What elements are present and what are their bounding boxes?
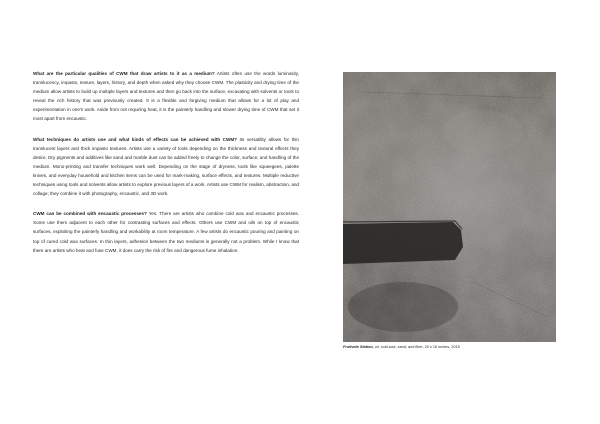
- question-heading: What are the particular qualities of CWM that draw artists to it as a medium?: [33, 71, 215, 76]
- qa-section-qualities: [33, 69, 299, 124]
- dark-band-shape: [343, 222, 463, 264]
- question-heading: CWM can be combined with encaustic processes?: [33, 211, 147, 217]
- answer-text: Yes. There are artists who combine cold wax and encaustic processes. Some use them adjacent to each other for contrasting surfaces and effects. Others use CWM and oils on top of encaustic surfaces, exploiting the painterly handling and workability at room temperature. A few artists do encaustic pouring and painting on top of cured cold wax surfaces. In thin layers, adhesion between the two mediums is generally not a problem. While I know that there are artists who heat and fuse CWM, it does carry the risk of fire and dangerous fume inhalation.: [33, 211, 299, 253]
- artwork-title: Fruitvale Station,: [343, 345, 374, 349]
- qa-section-techniques: [33, 135, 299, 199]
- qa-section-encaustic: [33, 209, 299, 254]
- artwork-details: oil, cold wax, sand, and fiber, 20 x 16 inches, 2015: [374, 345, 460, 349]
- artwork-texture: [343, 72, 556, 342]
- artwork-image: [343, 72, 556, 342]
- answer-text: Its versatility allows for thin translucent layers and thick impasto textures. Artists use a variety of tools depending on the thickness and textural effects they desire. Dry pigments and additives like sand and marble dust can be added freely to change the color, surface, and handling of the medium. Mono-printing and transfer techniques work well. Depending on the stage of dryness, tools like squeegees, palette knives, and everyday household and kitchen items can be used for mark-making, surface effects, and textures. Multiple reductive techniques using tools and solvents allow artists to explore previous layers of a work. Artists use CWM for realism, abstraction, and collage; they combine it with photography, encaustic, and 3D work.: [33, 136, 299, 197]
- artwork-caption: [343, 345, 556, 350]
- text-column: [33, 69, 299, 266]
- shadow-patch: [348, 282, 458, 332]
- light-patch: [443, 110, 523, 154]
- answer-text: Artists often use the words luminosity, translucency, impasto, texture, layers, history, and depth when asked why they choose CWM. The plasticity and drying time of the medium allow artists to build up multiple layers and textures and then go back into the surface, excavating with solvents or tools to reveal the rich history that was previously created. It is a flexible and forgiving medium that allows for a lot of play and experimentation in one's work. Aside from not requiring heat, it is the painterly handling and slower drying time of CWM that set it most apart from encaustic.: [33, 71, 300, 122]
- question-heading: What techniques do artists use and what kinds of effects can be achieved with CWM?: [33, 136, 237, 142]
